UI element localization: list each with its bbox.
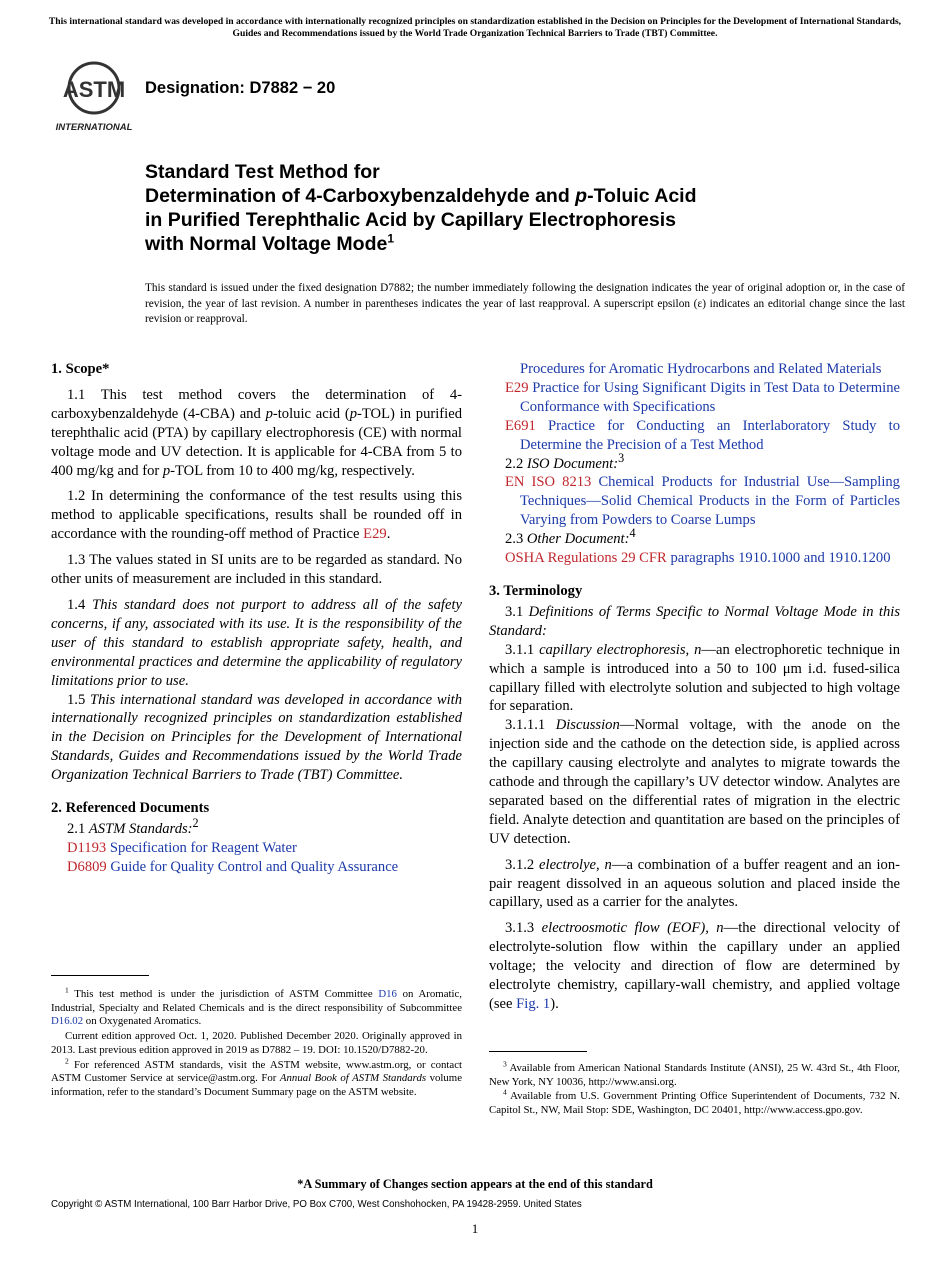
term-3-1-3: 3.1.3 electroosmotic flow (EOF), n—the directional velocity of electrolyte-solution flow within the capillary under an applied voltage; the velocity and direction of flow are determined by electrolyte chemistry, capillary-wall chemistry, and applied voltage (see Fig. 1). [489,920,900,1012]
para-1-4: 1.4 This standard does not purport to address all of the safety concerns, if any, associated with its use. It is the responsibility of the user of this standard to establish appropriate safety, health, and environmental practices and determine the applicability of regulatory limitations prior to use. [51,596,462,689]
designation: Designation: D7882 − 20 [145,79,336,97]
link-e29[interactable]: E29 [363,526,387,543]
term-3-1-1: 3.1.1 capillary electrophoresis, n—an electrophoretic technique in which a sample is introduced into a 50 to 100 μm i.d. fused-silica capillary filled with electrolyte solution and subjected to high voltage for separation. [489,641,900,715]
astm-standards-label: 2.1 ASTM Standards:$^2$ [67,816,199,837]
link-fig-1[interactable]: Fig. 1 [516,996,551,1012]
para-1-5: 1.5 This international standard was developed in accordance with internationally recognized principles on standardization established in the Decision on Principles for the Development of International Standards, Guides and Recommendations issued by the World Trade Organization Technical Barriers to Trade (TBT) Committee. [51,691,463,784]
top-notice: This international standard was developed in accordance with internationally recognized principles on standardization established in the Decision on Principles for the Development of International Standards, Guides and Recommendations issued by the World Trade Organization Technical Barriers to Trade (TBT) Committee. [48,16,902,39]
footnote-4: $^4$ Available from U.S. Government Printing Office Superintendent of Documents, 732 N. Capitol St., NW, Mail Stop: SDE, Washington, DC 20401, http://www.access.gpo.gov. [489,1087,900,1117]
term-3-1-2: 3.1.2 electrolye, n—a combination of a buffer reagent and an ion-pair reagent dissolved in an aqueous solution and placed inside the capillary, used as a carrier for the analytes. [489,856,900,911]
footnote-rule-left [51,975,149,976]
footnotes-left [51,985,462,1101]
term-3-1: 3.1 Definitions of Terms Specific to Normal Voltage Mode in this Standard: [489,603,900,639]
copyright: Copyright © ASTM International, 100 Barr Harbor Drive, PO Box C700, West Conshohocken, PA 19428-2959. United States [51,1199,582,1210]
ref-d1193[interactable]: D1193 Specification for Reagent Water [67,839,297,856]
para-1-1: 1.1 This test method covers the determination of 4-carboxybenzaldehyde (4-CBA) and p-toluic acid (p-TOL) in purified terephthalic acid (PTA) by capillary electrophoresis (CE) with normal voltage mode and UV detection. It is applicable for 4-CBA from 5 to 400 mg/kg and for p-TOL from 10 to 400 mg/kg, respectively. [51,386,462,479]
section-refdocs-heading: 2. Referenced Documents [51,800,210,817]
issue-note: This standard is issued under the fixed designation D7882; the number immediately following the designation indicates the year of original adoption or, in the case of revision, the year of last revision. A number in parentheses indicates the year of last reapproval. A superscript epsilon (ε) indicates an editorial change since the last revision or reapproval. [145,282,905,325]
ref-d6809-cont[interactable]: Procedures for Aromatic Hydrocarbons and Related Materials [520,361,882,377]
svg-text:ASTM: ASTM [62,77,126,102]
para-1-3: 1.3 The values stated in SI units are to be regarded as standard. No other units of measurement are included in this standard. [51,552,462,588]
ref-osha[interactable]: OSHA Regulations 29 CFR paragraphs 1910.1000 and 1910.1200 [505,550,891,567]
footnote-3: $^3$ Available from American National Standards Institute (ANSI), 25 W. 43rd St., 4th Floor, New York, NY 10036, http://www.ansi.org. [489,1059,900,1088]
section-terminology-heading: 3. Terminology [489,582,583,599]
right-column [489,360,900,1014]
link-d16[interactable]: D16 [378,988,397,1000]
other-document-label: 2.3 Other Document:$^4$ [505,526,636,548]
footnote-1: $^1$ This test method is under the jurisdiction of ASTM Committee D16 on Aromatic, Industrial, Specialty and Related Chemicals and is the direct responsibility of Subcommittee D16.02 on Oxygenated Aromatics. [51,985,462,1028]
ref-e691[interactable]: E691 Practice for Conducting an Interlaboratory Study to Determine the Precision of a Test Method [505,417,900,453]
footnote-ref-1[interactable]: 1 [387,231,395,246]
ref-en-iso-8213[interactable]: EN ISO 8213 Chemical Products for Industrial Use—Sampling Techniques—Solid Chemical Products in the Form of Particles Varying from Powders to Coarse Lumps [505,474,900,529]
ref-d6809-start[interactable]: D6809 Guide for Quality Control and Quality Assurance [67,858,399,875]
footnote-rule-right [489,1051,587,1052]
summary-of-changes-note: *A Summary of Changes section appears at the end of this standard [297,1177,653,1191]
left-column [51,360,462,877]
footnotes-right [489,1059,900,1119]
ref-e29[interactable]: E29 Practice for Using Significant Digits in Test Data to Determine Conformance with Specifications [505,379,900,415]
document-title: Standard Test Method for Determination of 4-Carboxybenzaldehyde and p-Toluic Acid in Purified Terephthalic Acid by Capillary Electrophoresis with Normal Voltage Mode$^1$ [145,161,697,255]
svg-text:INTERNATIONAL: INTERNATIONAL [55,122,133,133]
iso-document-label: 2.2 ISO Document:$^3$ [505,450,625,472]
para-1-2: 1.2 In determining the conformance of the test results using this method to applicable specifications, results shall be rounded off in accordance with the rounding-off method of Practice E29. [51,488,462,543]
link-d16-02[interactable]: D16.02 [51,1015,84,1028]
astm-logo [52,55,136,135]
footnote-1-edition: Current edition approved Oct. 1, 2020. Published December 2020. Originally approved in 2013. Last previous edition approved in 2019 as D7882 – 19. DOI: 10.1520/D7882-20. [51,1030,462,1056]
term-3-1-1-1: 3.1.1.1 Discussion—Normal voltage, with the anode on the injection side and the cathode on the detection side, is applied across the capillary causing electrolyte and analytes to migrate towards the cathode and through the capillary’s UV detector window. Analytes are separated based on the differential rates of migration in the electric field. Analyte detection and quantitation are based on the principles of UV detection. [489,717,900,847]
footnote-2: $^2$ For referenced ASTM standards, visit the ASTM website, www.astm.org, or contact ASTM Customer Service at service@astm.org. For Annual Book of ASTM Standards volume information, refer to the standard’s Document Summary page on the ASTM website. [51,1055,462,1098]
page-number: 1 [471,1221,479,1236]
section-scope-heading: 1. Scope* [51,361,110,377]
